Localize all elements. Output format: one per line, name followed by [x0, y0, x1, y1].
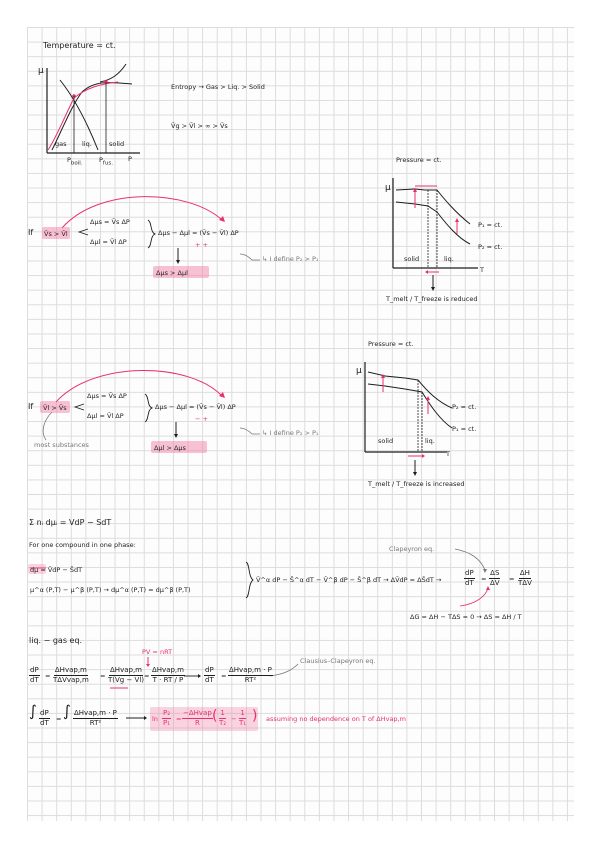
frac-p2-p1: $\frac{\text{P₂}}{\text{P₁}}$	[163, 709, 171, 727]
liq-label-4: liq.	[425, 437, 435, 445]
gibbs-zero-eq: ΔG = ΔH − TΔS = 0 → ΔS = ΔH / T	[410, 613, 522, 621]
int-frac-dp-dt: $\frac{dP}{dT}$	[40, 709, 49, 727]
assumption-note: assuming no dependence on T of ΔHvap,m	[266, 715, 406, 723]
entropy-order: Entropy → Gas > Liq. > Solid	[171, 83, 265, 91]
ln-label: ln	[152, 715, 158, 723]
frac-h-trtp: ΔHvap,m T · RT / P	[152, 666, 184, 684]
frac-1-t2: $\frac{1}{\text{T₂}}$	[219, 709, 227, 727]
int-frac-hp-rt2: ΔHvap,m · P RT²	[74, 709, 117, 727]
solid-label-4: solid	[378, 437, 394, 445]
t-axis-label-4: T	[446, 450, 450, 458]
delta-mu-difference-1: Δμs − Δμl = (V̄s − V̄l) ΔP	[158, 229, 239, 237]
region-solid: solid	[109, 140, 125, 148]
p1-label: P₂ = ct.	[478, 243, 503, 251]
p-boil-label: $P_{boil.}$	[67, 156, 83, 167]
p-axis-label: P	[128, 155, 132, 163]
frac-h-tdv: ΔHvap,m TΔVvap,m	[53, 666, 89, 684]
eq-sign-1: =	[481, 575, 487, 583]
ideal-gas-law: PV = nRT	[142, 648, 173, 656]
frac-ds-dv: $\frac{\Delta S}{\Delta V}$	[490, 569, 500, 587]
sign-annotation-2: − +	[195, 415, 208, 423]
p-fus-label: $P_{fus.}$	[99, 156, 113, 167]
liq-gas-title: liq. − gas eq.	[29, 636, 83, 645]
clapeyron-label: Clapeyron eq.	[389, 545, 435, 553]
if-label-2: If	[28, 402, 34, 411]
notebook-page: Temperature = ct. μ gas liq. solid $P_{boil.}$ $P_{fus.}$ P Entropy → Gas > Liq. > Solid V̄g > V̄l > ∞ > V̄s Pressure = ct. μ P₁ = ct. P₂ = ct. solid liq. T T_melt / T_freeze is reduced If V̄s > V̄l Δμs = V̄s ΔP Δμl = V̄l ΔP Δμs − Δμl = (V̄s − V̄l) ΔP + + Δμs > Δμl ↳ I define P₂ > P₁ Pressure = ct. μ P₂ = ct. P₁ = ct. solid liq. T T_melt / T_freeze is increased If V̄l > V̄s Δμs = V̄s ΔP Δμl = V̄l ΔP Δμs − Δμl = (V̄s − V̄l) ΔP − + Δμl > Δμs ↳ I define P₂ > P₁ most substances Σ nᵢ dμᵢ = VdP − SdT For one compound in one phase: Clapeyron eq. dμ = V̄dP − S̄dT μ^α (P,T) − μ^β (P,T) → dμ^α (P,T) = dμ^β (P,T) V̄^α dP − S̄^α dT − V̄^β dP − S̄^β dT → ΔV̄dP = ΔS̄dT → $\frac{dP}{dT}$ = $\frac{\Delta S}{\Delta V}$ = ΔH TΔV ΔG = ΔH − TΔS = 0 → ΔS = ΔH / T liq. − gas eq. PV = nRT Clausius–Clapeyron eq. $\frac{dP}{dT}$ = ΔHvap,m TΔVvap,m = ΔHvap,m T(V̄g − V̄l) = ΔHvap,m T · RT / P $\frac{dP}{dT}$ = ΔHvap,m · P RT² ∫ $\frac{dP}{dT}$ = ∫ ΔHvap,m · P RT² ln $\frac{\text{P₂}}{\text{P₁}}$ = −ΔHvap R ( $\frac{1}{\text{T₂}}$ − $\frac{1}{\text{T₁}}$ ) assuming no dependence on T of ΔHvap,m	[0, 0, 601, 848]
frac-hp-rt2: ΔHvap,m · P RT²	[229, 666, 272, 684]
dmu-equation: dμ = V̄dP − S̄dT	[30, 566, 83, 574]
mu-axis-label-2: μ	[385, 183, 391, 193]
p1-label-4: P₁ = ct.	[452, 425, 477, 433]
sign-annotation-1: + +	[195, 241, 208, 249]
phase-equilibrium-eq: μ^α (P,T) − μ^β (P,T) → dμ^α (P,T) = dμ^β (P,T)	[30, 586, 191, 594]
result-mul-gt-mus: Δμl > Δμs	[154, 444, 186, 452]
frac-h-tvgvl: ΔHvap,m T(V̄g − V̄l)	[108, 666, 145, 684]
mu-axis-label-4: μ	[356, 366, 362, 376]
condition-vl-gt-vs: V̄l > V̄s	[43, 404, 67, 412]
mu-axis-label: μ	[38, 66, 44, 76]
t-axis-label-2: T	[480, 266, 484, 274]
pressure-const-title-1: Pressure = ct.	[396, 156, 442, 164]
most-substances-note: most substances	[34, 441, 89, 449]
ln-equals: =	[176, 715, 182, 723]
eq-dmu-l-1: Δμl = V̄l ΔP	[90, 238, 127, 246]
define-p2-gt-p1-1: ↳ I define P₂ > P₁	[262, 255, 319, 263]
melt-caption-reduced: T_melt / T_freeze is reduced	[386, 295, 478, 303]
frac-dp-dt: $\frac{dP}{dT}$	[465, 569, 474, 587]
eq-dmu-s-1: Δμs = V̄s ΔP	[90, 218, 130, 226]
region-gas: gas	[55, 140, 67, 148]
frac-dp-dt-2: $\frac{dP}{dT}$	[30, 666, 39, 684]
frac-hvap-r: −ΔHvap R	[183, 709, 212, 727]
if-label-1: If	[28, 228, 34, 237]
frac-1-t1: $\frac{1}{\text{T₁}}$	[239, 709, 247, 727]
clausius-clapeyron-label: Clausius–Clapeyron eq.	[300, 657, 376, 665]
eq-dmu-l-2: Δμl = V̄l ΔP	[87, 412, 124, 420]
p2-label: P₁ = ct.	[478, 221, 503, 229]
eq-dmu-s-2: Δμs = V̄s ΔP	[87, 392, 127, 400]
temperature-const-title: Temperature = ct.	[43, 41, 116, 50]
melt-caption-increased: T_melt / T_freeze is increased	[368, 480, 465, 488]
gibbs-duhem-eq: Σ nᵢ dμᵢ = VdP − SdT	[29, 518, 112, 527]
one-compound-heading: For one compound in one phase:	[29, 541, 136, 549]
p2-label-4: P₂ = ct.	[452, 403, 477, 411]
volume-order: V̄g > V̄l > ∞ > V̄s	[171, 122, 228, 130]
result-mus-gt-mul: Δμs > Δμl	[156, 269, 188, 277]
define-p2-gt-p1-2: ↳ I define P₂ > P₁	[262, 429, 319, 437]
volume-entropy-balance: V̄^α dP − S̄^α dT − V̄^β dP − S̄^β dT → ΔV̄dP = ΔS̄dT →	[256, 576, 442, 584]
condition-vs-gt-vl: V̄s > V̄l	[44, 230, 68, 238]
pressure-const-title-2: Pressure = ct.	[368, 340, 414, 348]
frac-dh-tdv: ΔH TΔV	[518, 569, 532, 587]
delta-mu-difference-2: Δμs − Δμl = (V̄s − V̄l) ΔP	[155, 403, 236, 411]
solid-label-2: solid	[404, 255, 420, 263]
eq-sign-2: =	[509, 575, 515, 583]
liq-label-2: liq.	[444, 255, 454, 263]
region-liq: liq.	[82, 140, 92, 148]
frac-dp-dt-3: $\frac{dP}{dT}$	[205, 666, 214, 684]
